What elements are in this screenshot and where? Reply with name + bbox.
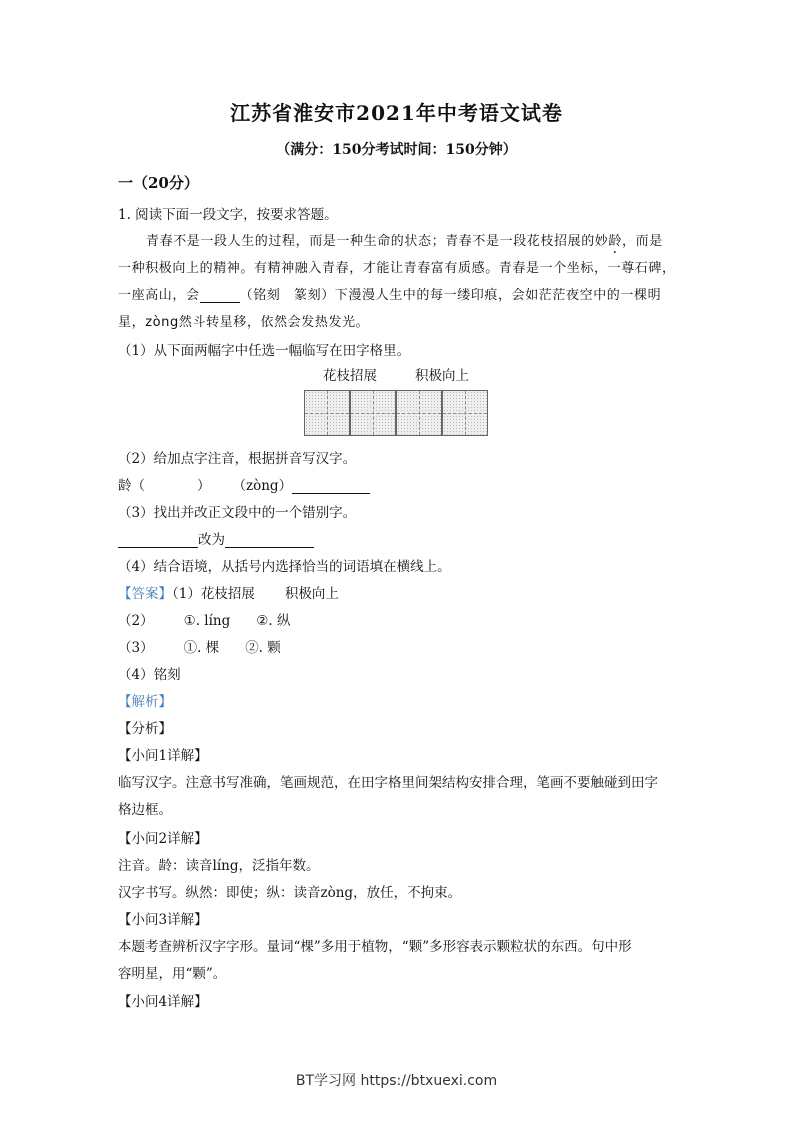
- dotted-char-label: 龄（: [118, 478, 145, 494]
- answer-label: 【答案】: [118, 586, 172, 602]
- sub-detail-heading-3: 【小问3详解】: [118, 912, 208, 928]
- answer-text: ②. 纵: [256, 613, 291, 629]
- answer-text: ①. líng: [183, 613, 231, 629]
- passage-text: （铭刻 篆刻）下漫漫人生中的每一缕印痕，会如茫茫夜空中的一棵明: [239, 288, 662, 303]
- passage-text: ，而是: [622, 234, 663, 249]
- detail-text: 汉字书写。纵然：即使；纵：读音zòng，放任，不拘束。: [118, 885, 462, 901]
- passage-line-4: 星，zòng然斗转星移，依然会发热发光。: [118, 315, 370, 330]
- answer-text: 积极向上: [284, 586, 339, 602]
- analysis-fenxi: 【分析】: [118, 721, 172, 737]
- answer-line-1: [118, 582, 339, 602]
- answer-blank[interactable]: [200, 288, 240, 303]
- answer-text: ②. 颗: [245, 640, 281, 656]
- passage-line-1: [146, 230, 663, 249]
- page-subtitle: （满分：150分考试时间：150分钟）: [276, 142, 517, 158]
- grid-cell[interactable]: [442, 390, 488, 436]
- answer-num: （2）: [118, 613, 154, 629]
- detail-text: 注音。龄：读音líng，泛指年数。: [118, 858, 320, 874]
- sub-detail-heading-1: 【小问1详解】: [118, 748, 208, 764]
- analysis-label: 【解析】: [118, 694, 172, 710]
- answer-blank[interactable]: [118, 533, 198, 548]
- detail-text: 容明星，用“颗”。: [118, 966, 227, 982]
- close-paren: ）: [197, 478, 211, 494]
- tianzige-grid: [304, 390, 488, 436]
- pinyin-label: （zòng）: [232, 478, 293, 494]
- answer-line-4: （4）铭刻: [118, 667, 181, 683]
- sub-question-2: （2）给加点字注音，根据拼音写汉字。: [118, 451, 357, 467]
- footer-watermark[interactable]: BT学习网 https://btxuexi.com: [295, 1073, 498, 1089]
- sub-question-3-blanks: [118, 528, 314, 548]
- answer-line-2: [118, 609, 290, 629]
- answer-text: （1）花枝招展: [172, 586, 255, 602]
- grid-cell[interactable]: [396, 390, 442, 436]
- sub-question-2-blanks: [118, 474, 370, 494]
- grid-cell[interactable]: [350, 390, 396, 436]
- phrase-a: 花枝招展: [323, 368, 377, 384]
- sub-question-4: （4）结合语境，从括号内选择恰当的词语填在横线上。: [118, 559, 451, 575]
- detail-text: 格边框。: [118, 802, 172, 818]
- page-title: 江苏省淮安市2021年中考语文试卷: [230, 101, 563, 125]
- answer-line-3: [118, 636, 281, 656]
- sub-question-1: （1）从下面两幅字中任选一幅临写在田字格里。: [118, 343, 411, 359]
- answer-blank[interactable]: [225, 533, 314, 548]
- detail-text: 临写汉字。注意书写准确，笔画规范，在田字格里间架结构安排合理，笔画不要触碰到田字: [118, 775, 658, 791]
- section-heading: 一（20分）: [118, 174, 199, 192]
- sub-detail-heading-2: 【小问2详解】: [118, 831, 208, 847]
- sub-detail-heading-4: 【小问4详解】: [118, 994, 208, 1010]
- answer-blank[interactable]: [292, 479, 370, 494]
- passage-line-3: [118, 284, 661, 303]
- answer-num: （3）: [118, 640, 154, 656]
- detail-text: 本题考查辨析汉字字形。量词“棵”多用于植物，“颗”多形容表示颗粒状的东西。句中形: [118, 939, 632, 955]
- grid-cell[interactable]: [304, 390, 350, 436]
- passage-text: 一座高山，会: [118, 288, 200, 303]
- passage-text: 青春不是一段人生的过程，而是一种生命的状态；青春不是一段花枝招展的妙: [146, 234, 609, 249]
- change-to-label: 改为: [198, 532, 225, 548]
- passage-line-2: 一种积极向上的精神。有精神融入青春，才能让青春富有质感。青春是一个坐标，一尊石碑，: [118, 261, 676, 276]
- answer-text: ①. 棵: [183, 640, 220, 656]
- question-prompt: 1. 阅读下面一段文字，按要求答题。: [118, 207, 338, 223]
- dotted-char: 龄: [608, 234, 623, 249]
- sub-question-3: （3）找出并改正文段中的一个错别字。: [118, 505, 357, 521]
- phrase-b: 积极向上: [415, 368, 469, 384]
